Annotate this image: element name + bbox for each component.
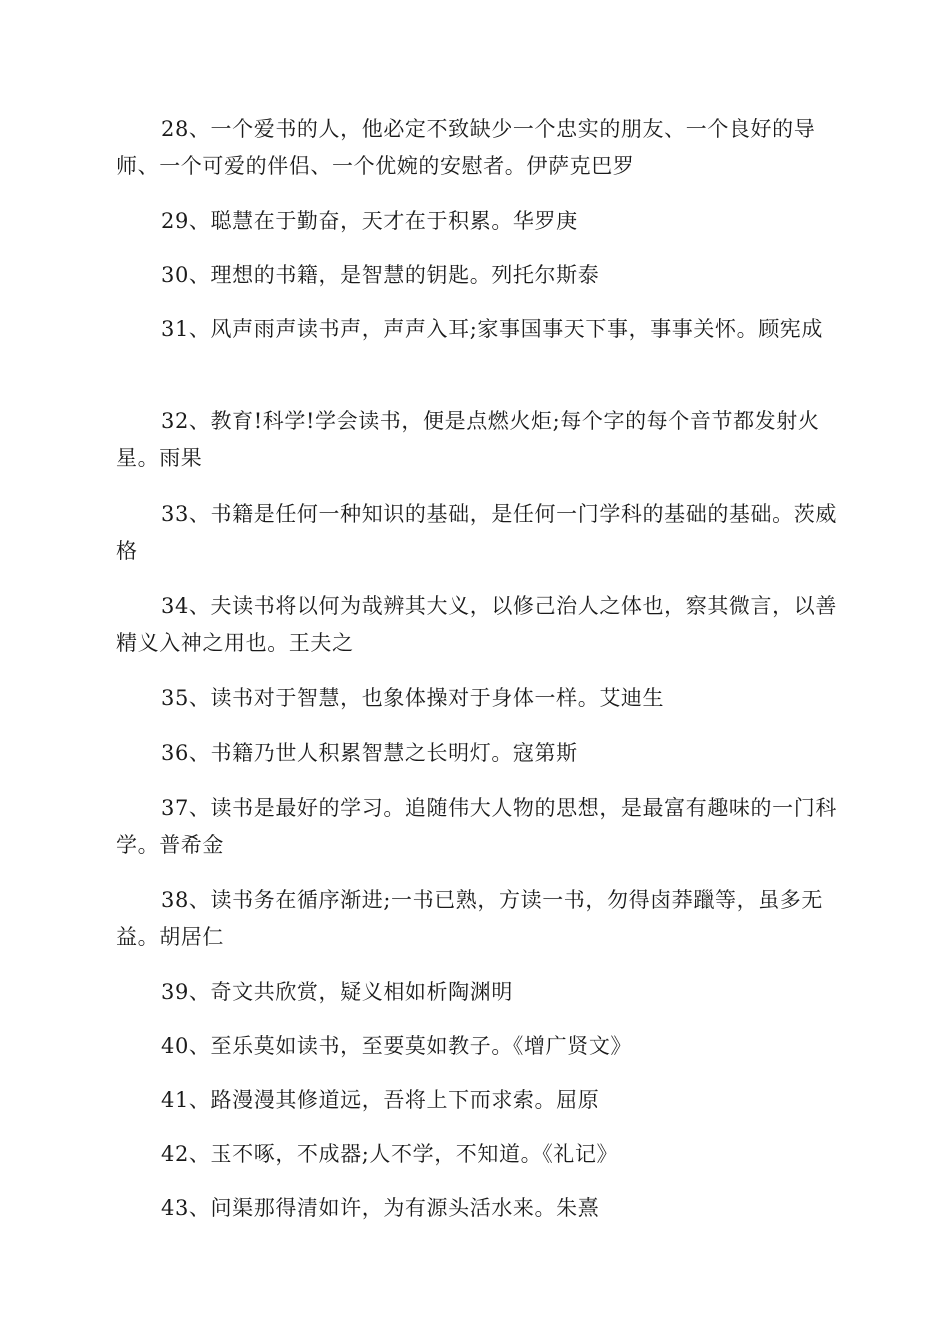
quote-paragraph-37: 37、读书是最好的学习。追随伟大人物的思想，是最富有趣味的一门科学。普希金 [116, 796, 837, 857]
quote-paragraph-42: 42、玉不啄，不成器;人不学，不知道。《礼记》 [161, 1142, 619, 1166]
quote-paragraph-36: 36、书籍乃世人积累智慧之长明灯。寇第斯 [161, 741, 578, 765]
quote-paragraph-29: 29、聪慧在于勤奋，天才在于积累。华罗庚 [161, 209, 578, 233]
quote-paragraph-33: 33、书籍是任何一种知识的基础，是任何一门学科的基础的基础。茨威格 [116, 502, 837, 563]
quote-paragraph-30: 30、理想的书籍，是智慧的钥匙。列托尔斯泰 [161, 263, 600, 287]
quote-paragraph-41: 41、路漫漫其修道远，吾将上下而求索。屈原 [161, 1088, 600, 1112]
quote-paragraph-38: 38、读书务在循序渐进;一书已熟，方读一书，勿得卤莽躐等，虽多无益。胡居仁 [116, 888, 823, 949]
quote-paragraph-39: 39、奇文共欣赏，疑义相如析陶渊明 [161, 980, 513, 1004]
quote-paragraph-31: 31、风声雨声读书声，声声入耳;家事国事天下事，事事关怀。顾宪成 [161, 317, 823, 341]
quote-paragraph-32: 32、教育!科学!学会读书，便是点燃火炬;每个字的每个音节都发射火星。雨果 [116, 409, 820, 470]
quote-paragraph-35: 35、读书对于智慧，也象体操对于身体一样。艾迪生 [161, 686, 665, 710]
quote-paragraph-28: 28、一个爱书的人，他必定不致缺少一个忠实的朋友、一个良好的导师、一个可爱的伴侣、一个优婉的安慰者。伊萨克巴罗 [116, 117, 816, 178]
quote-paragraph-43: 43、问渠那得清如许，为有源头活水来。朱熹 [161, 1196, 600, 1220]
quote-paragraph-40: 40、至乐莫如读书，至要莫如教子。《增广贤文》 [161, 1034, 633, 1058]
quote-paragraph-34: 34、夫读书将以何为哉辨其大义，以修己治人之体也，察其微言，以善精义入神之用也。王夫之 [116, 594, 837, 655]
